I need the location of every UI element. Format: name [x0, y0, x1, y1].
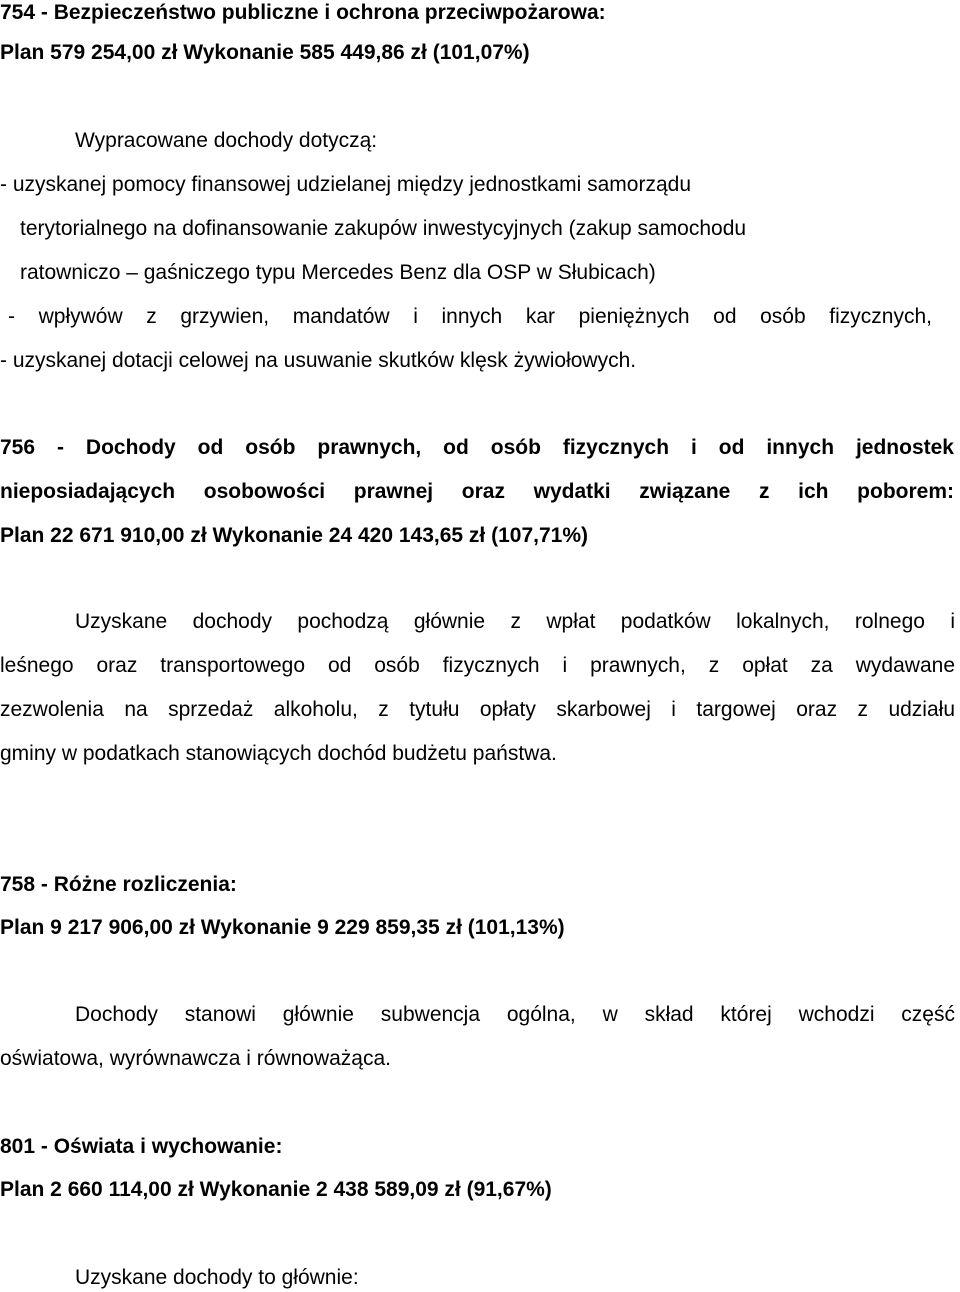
section-754-heading: 754 - Bezpieczeństwo publiczne i ochrona przeciwpożarowa:: [0, 1, 606, 24]
section-756-para-line-3: zezwolenia na sprzedaż alkoholu, z tytułu opłaty skarbowej i targowej oraz z udziału: [0, 698, 955, 721]
section-801-plan: Plan 2 660 114,00 zł Wykonanie 2 438 589,09 zł (91,67%): [0, 1178, 552, 1201]
section-754-bullet-3: - uzyskanej dotacji celowej na usuwanie skutków klęsk żywiołowych.: [0, 349, 637, 372]
section-758-heading: 758 - Różne rozliczenia:: [0, 873, 237, 896]
section-756-para-line-4: gminy w podatkach stanowiących dochód budżetu państwa.: [0, 742, 557, 765]
section-801-intro: Uzyskane dochody to głównie:: [75, 1266, 359, 1289]
section-754-plan: Plan 579 254,00 zł Wykonanie 585 449,86 zł (101,07%): [0, 41, 530, 64]
section-801-heading: 801 - Oświata i wychowanie:: [0, 1135, 283, 1158]
section-756-para-line-2: leśnego oraz transportowego od osób fizycznych i prawnych, z opłat za wydawane: [0, 654, 955, 677]
section-754-intro: Wypracowane dochody dotyczą:: [75, 129, 378, 152]
section-756-heading-line-1: 756 - Dochody od osób prawnych, od osób fizycznych i od innych jednostek: [0, 436, 954, 459]
section-756-heading-line-2: nieposiadających osobowości prawnej oraz wydatki związane z ich poborem:: [0, 480, 954, 503]
section-758-para-line-2: oświatowa, wyrównawcza i równoważąca.: [0, 1047, 391, 1070]
section-754-bullet-1: - uzyskanej pomocy finansowej udzielanej między jednostkami samorządu: [0, 173, 692, 196]
section-758-para-line-1: Dochody stanowi głównie subwencja ogólna, w skład której wchodzi część: [75, 1003, 955, 1026]
section-754-bullet-1-cont-1: terytorialnego na dofinansowanie zakupów inwestycyjnych (zakup samochodu: [20, 217, 747, 240]
section-758-plan: Plan 9 217 906,00 zł Wykonanie 9 229 859,35 zł (101,13%): [0, 916, 565, 939]
section-754-bullet-1-cont-2: ratowniczo – gaśniczego typu Mercedes Benz dla OSP w Słubicach): [20, 261, 656, 284]
section-756-para-line-1: Uzyskane dochody pochodzą głównie z wpłat podatków lokalnych, rolnego i: [75, 610, 955, 633]
section-754-bullet-2: - wpływów z grzywien, mandatów i innych kar pieniężnych od osób fizycznych,: [8, 305, 932, 328]
section-756-plan: Plan 22 671 910,00 zł Wykonanie 24 420 143,65 zł (107,71%): [0, 524, 588, 547]
